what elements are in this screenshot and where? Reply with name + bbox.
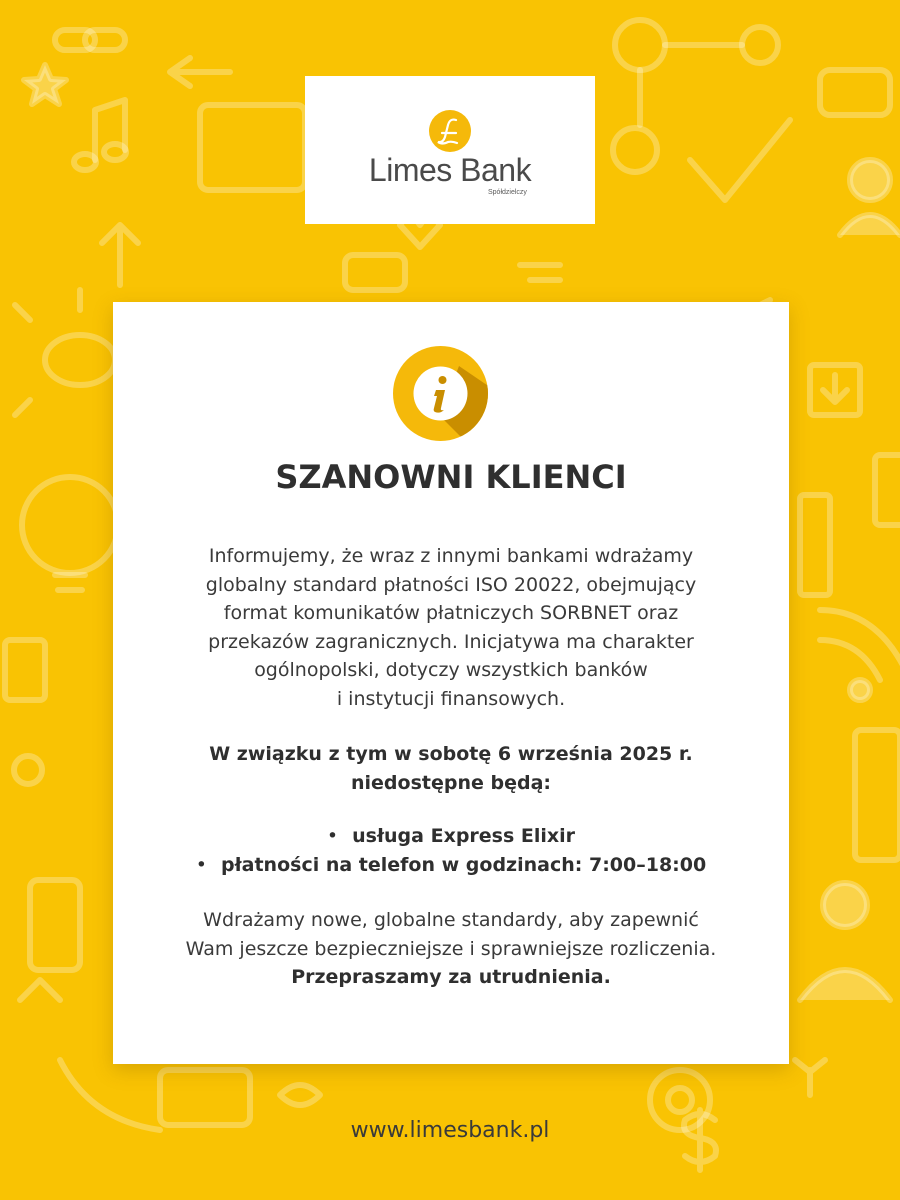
bank-subtitle: Spółdzielczy [488,189,527,196]
website-link[interactable]: www.limesbank.pl [350,1118,550,1143]
announcement-card [113,302,789,1064]
bullet-icon: • [326,825,339,847]
logo-box [305,76,595,224]
list-item: • usługa Express Elixir [113,822,789,851]
list-item: • płatności na telefon w godzinach: 7:00–18:00 [113,851,789,880]
info-icon [393,346,488,441]
closing-paragraph: Wdrażamy nowe, globalne standardy, aby zapewnić Wam jeszcze bezpieczniejsze i sprawniejsze rozliczenia. [185,909,717,960]
unavailable-services-list [113,822,789,879]
intro-paragraph: Informujemy, że wraz z innymi bankami wdrażamy globalny standard płatności ISO 20022, obejmujący format komunikatów płatniczych SORBNET oraz przekazów zagranicznych. Inicjatywa ma charakter ogólnopolski, dotyczy wszystkich banków i instytucji finansowych. [205,545,697,710]
apology-text: Przepraszamy za utrudnienia. [291,966,611,988]
bank-name: Limes Bank [368,152,532,188]
unavailability-notice: W związku z tym w sobotę 6 września 2025 r. niedostępne będą: [209,743,693,794]
bullet-icon: • [195,853,207,876]
limes-logo-mark [429,110,471,152]
notice-title: SZANOWNI KLIENCI [275,458,627,496]
